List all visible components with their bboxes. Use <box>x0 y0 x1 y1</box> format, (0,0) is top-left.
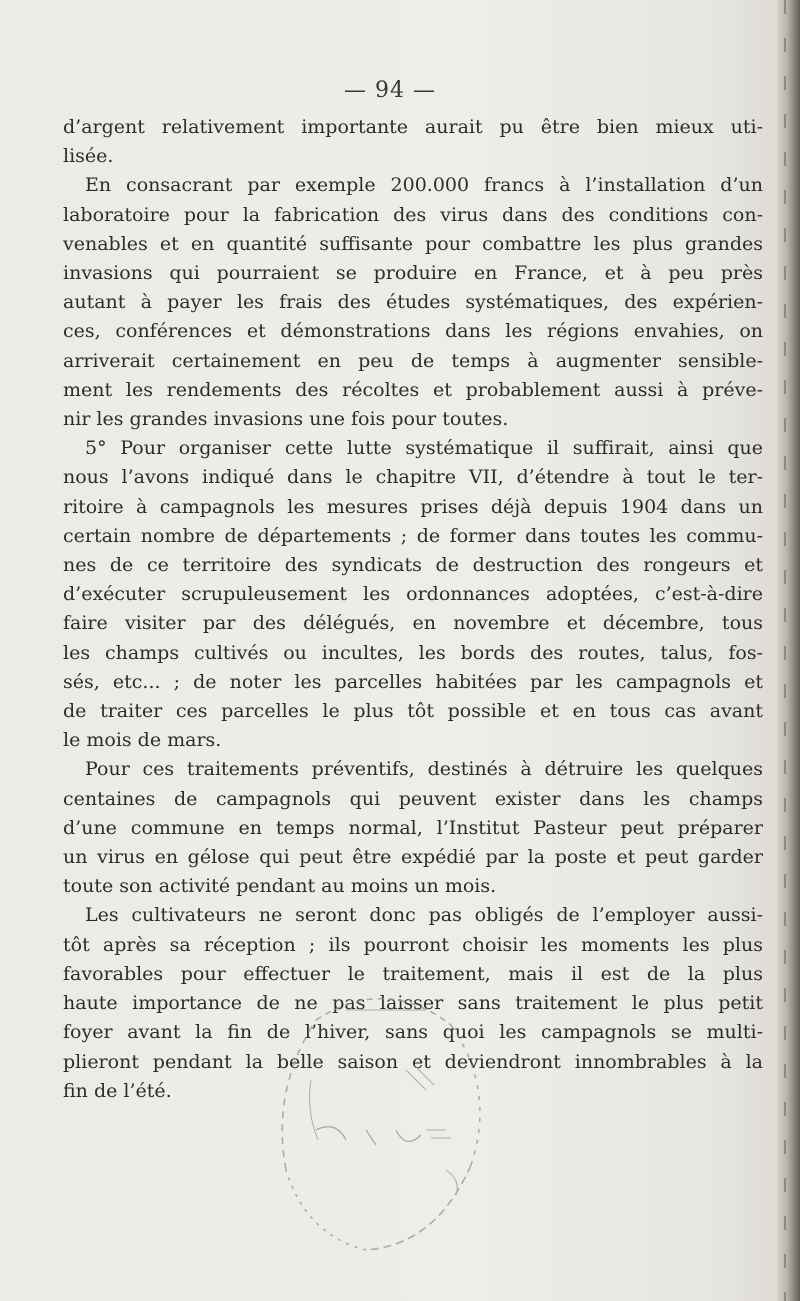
text-line: d’exécuter scrupuleusement les ordonnances adoptées, c’est-à-dire <box>63 583 763 606</box>
text-line: arriverait certainement en peu de temps à augmenter sensible- <box>63 349 763 372</box>
text-line: d’argent relativement importante aurait pu être bien mieux uti- <box>63 116 763 138</box>
paragraph <box>63 755 763 901</box>
text-line: un virus en gélose qui peut être expédié par la poste et peut garder <box>63 846 763 869</box>
text-line: le mois de mars. <box>63 729 222 752</box>
binding-edge <box>778 0 800 1301</box>
text-line: nir les grandes invasions une fois pour toutes. <box>63 408 509 431</box>
text-line: autant à payer les frais des études systématiques, des expérien- <box>63 291 763 314</box>
text-line: foyer avant la fin de l’hiver, sans quoi les campagnols se multi- <box>63 1021 763 1044</box>
text-line: faire visiter par des délégués, en novembre et décembre, tous <box>63 612 763 635</box>
paragraph <box>63 113 763 171</box>
text-line: Pour ces traitements préventifs, destinés à détruire les quelques <box>85 758 763 781</box>
text-line: nous l’avons indiqué dans le chapitre VII, d’étendre à tout le ter- <box>63 466 763 489</box>
text-line: 5° Pour organiser cette lutte systématique il suffirait, ainsi que <box>85 437 763 460</box>
text-line: favorables pour effectuer le traitement, mais il est de la plus <box>63 962 763 985</box>
text-line: haute importance de ne pas laisser sans traitement le plus petit <box>63 992 763 1015</box>
text-line: invasions qui pourraient se produire en France, et à peu près <box>63 262 763 285</box>
text-line: ces, conférences et démonstrations dans les régions envahies, on <box>63 320 763 343</box>
text-line: nes de ce territoire des syndicats de destruction des rongeurs et <box>63 554 763 577</box>
text-line: plieront pendant la belle saison et deviendront innombrables à la <box>63 1050 763 1073</box>
page-number: — 94 — <box>344 78 436 103</box>
text-line: sés, etc... ; de noter les parcelles habitées par les campagnols et <box>63 670 763 693</box>
text-line: En consacrant par exemple 200.000 francs à l’installation d’un <box>85 174 763 197</box>
text-line: certain nombre de départements ; de former dans toutes les commu- <box>63 524 763 547</box>
text-line: ment les rendements des récoltes et probablement aussi à préve- <box>63 378 763 401</box>
text-line: lisée. <box>63 145 114 168</box>
text-line: d’une commune en temps normal, l’Institut Pasteur peut préparer <box>63 816 763 839</box>
library-stamp-icon <box>246 980 526 1280</box>
text-line: ritoire à campagnols les mesures prises déjà depuis 1904 dans un <box>63 495 763 518</box>
text-line: toute son activité pendant au moins un mois. <box>63 875 497 898</box>
text-line: Les cultivateurs ne seront donc pas obligés de l’employer aussi- <box>85 904 763 927</box>
text-line: venables et en quantité suffisante pour combattre les plus grandes <box>63 232 763 255</box>
text-line: les champs cultivés ou incultes, les bords des routes, talus, fos- <box>63 641 763 664</box>
text-line: tôt après sa réception ; ils pourront choisir les moments les plus <box>63 933 763 956</box>
paragraph <box>63 434 763 755</box>
text-line: de traiter ces parcelles le plus tôt possible et en tous cas avant <box>63 700 763 723</box>
paragraph <box>63 171 763 434</box>
text-line: centaines de campagnols qui peuvent exister dans les champs <box>63 787 763 810</box>
text-line: fin de l’été. <box>63 1079 172 1102</box>
body-text <box>63 113 763 1106</box>
text-line: laboratoire pour la fabrication des virus dans des conditions con- <box>63 203 763 226</box>
